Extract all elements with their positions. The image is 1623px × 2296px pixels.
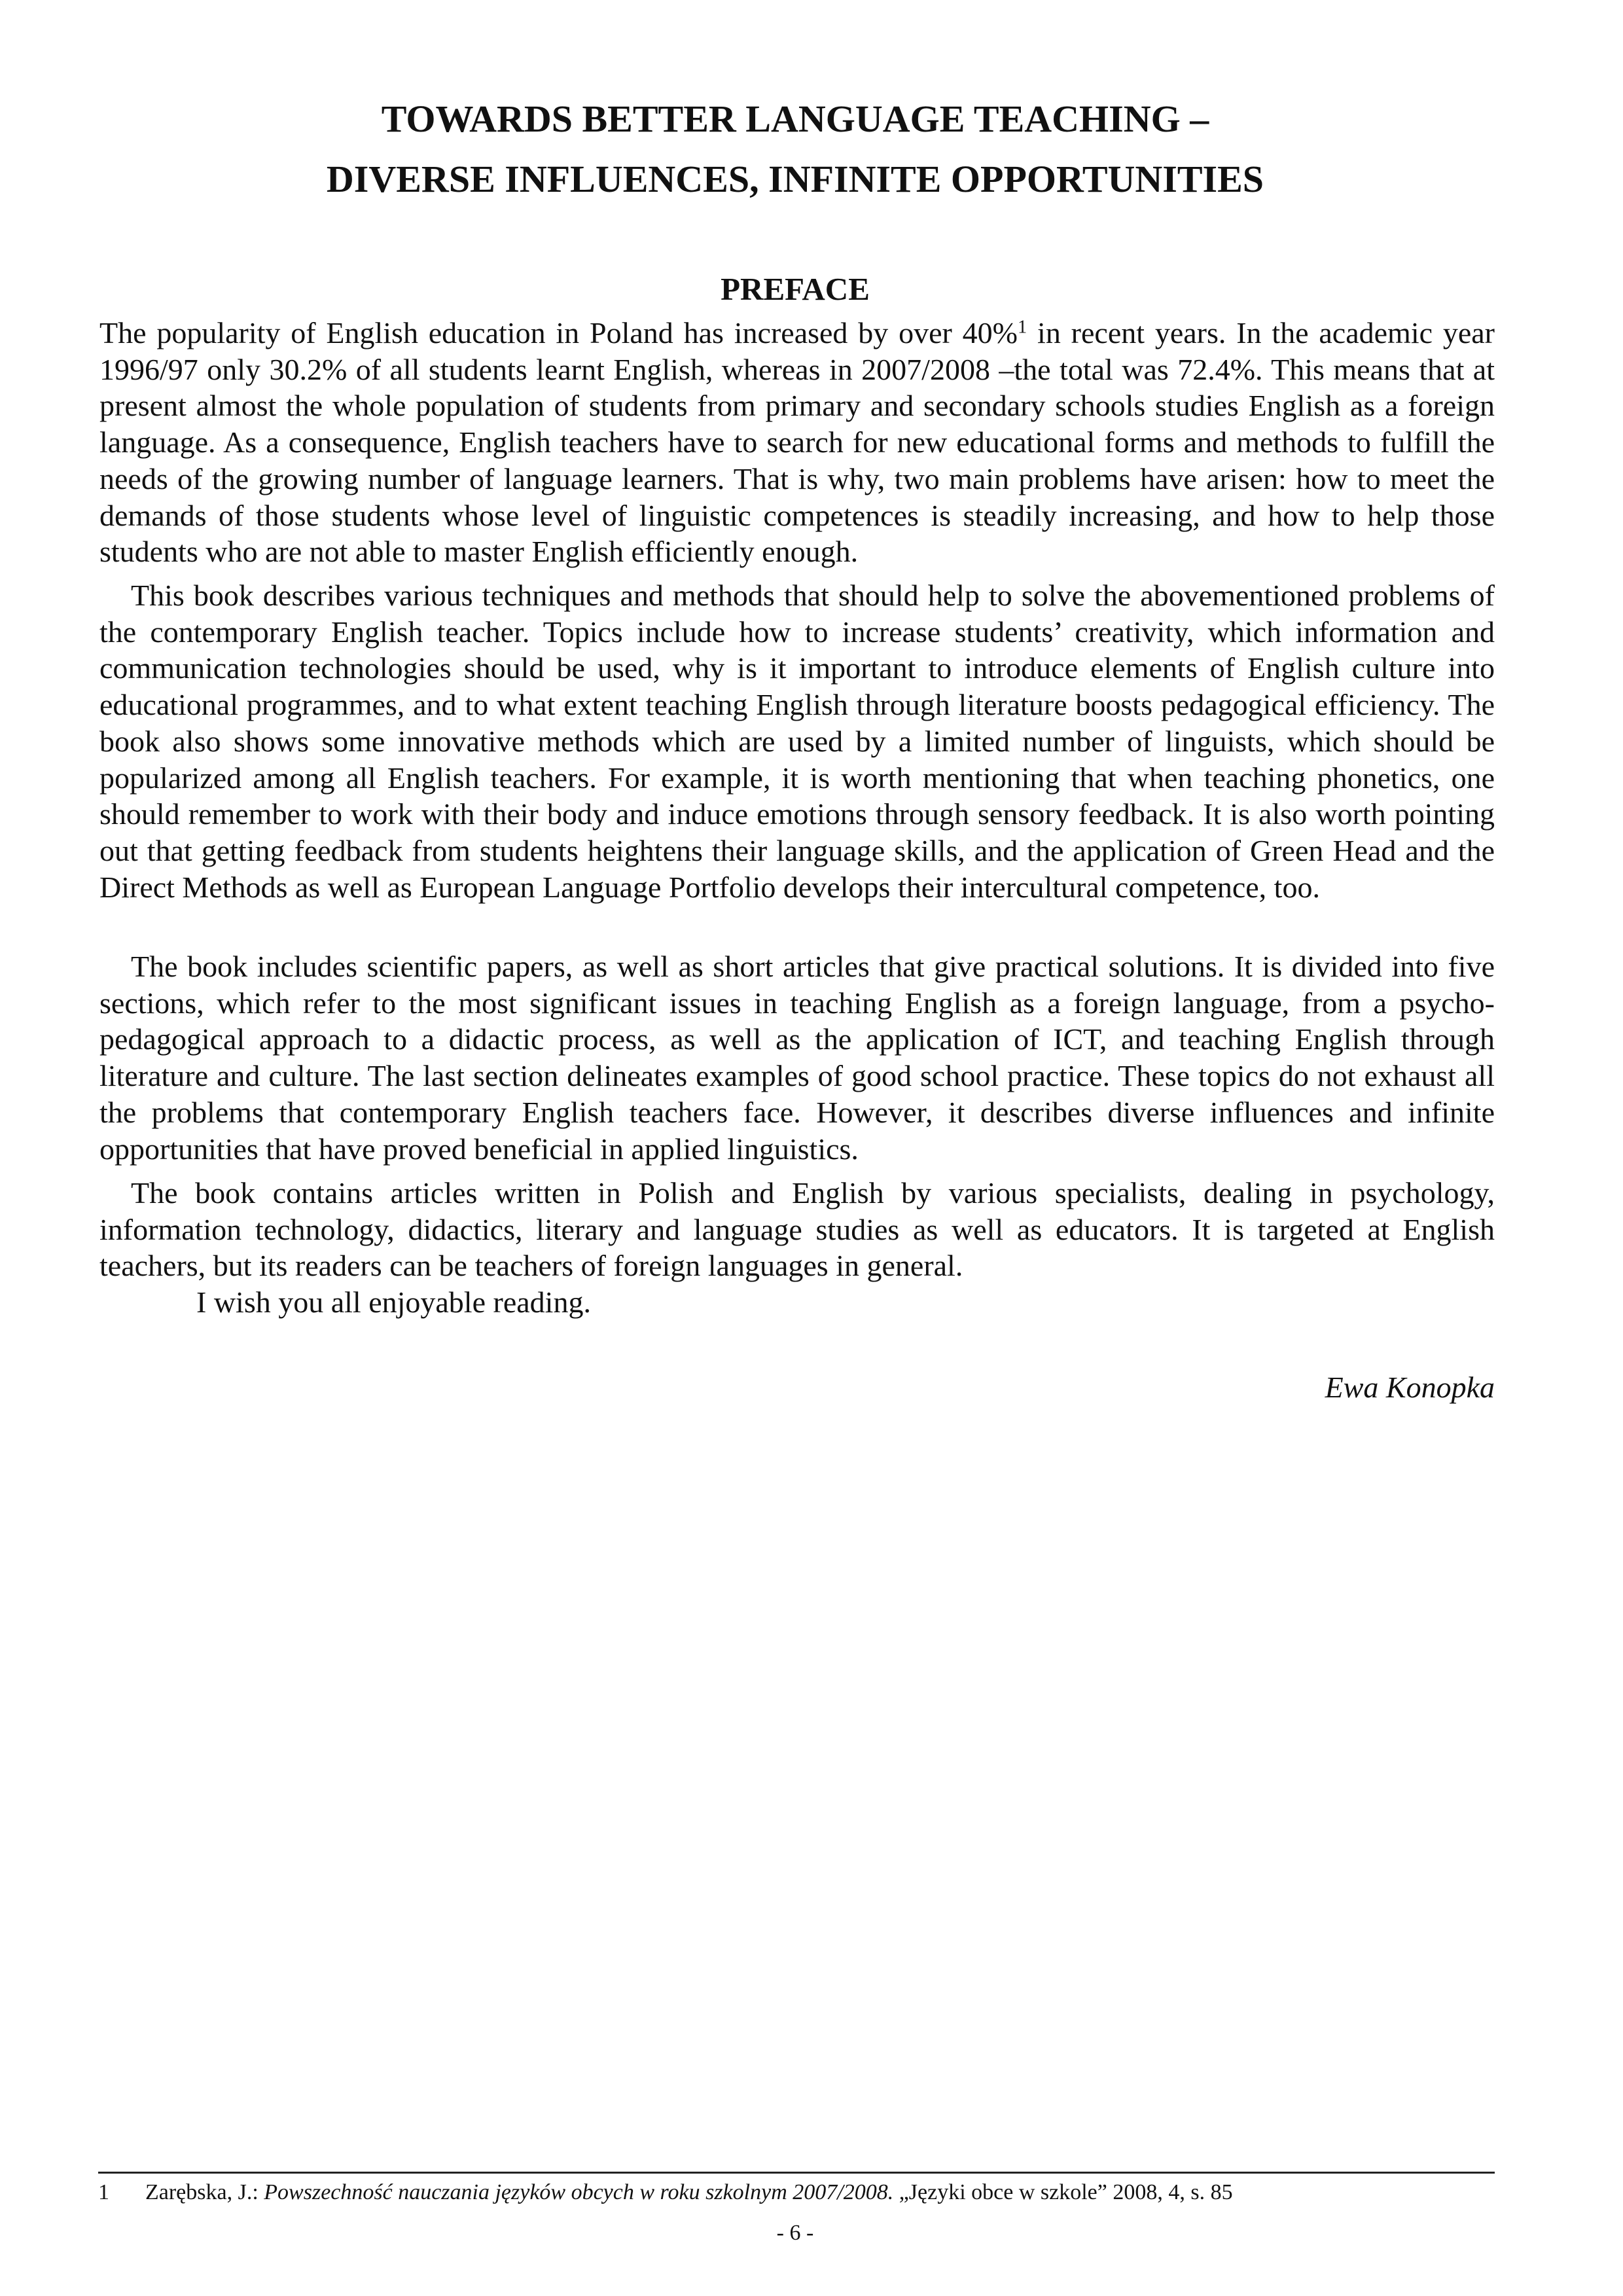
footnote-author: Zarębska, J.: [145, 2180, 264, 2204]
footnote [98, 2173, 1495, 2212]
footnote-reference[interactable]: 1 [1017, 317, 1027, 338]
page-number: - 6 - [776, 2221, 814, 2245]
preface-heading: PREFACE [721, 271, 870, 307]
footnote-source: „Języki obce w szkole” 2008, 4, s. 85 [893, 2180, 1233, 2204]
title-line-1: TOWARDS BETTER LANGUAGE TEACHING – [381, 98, 1209, 140]
closing-line: I wish you all enjoyable reading. [196, 1285, 591, 1319]
title-line-2: DIVERSE INFLUENCES, INFINITE OPPORTUNITIES [326, 158, 1264, 200]
author-signature: Ewa Konopka [1325, 1371, 1495, 1404]
preface-paragraph-1 [99, 315, 1495, 570]
footnote-work-title: Powszechność nauczania języków obcych w roku szkolnym 2007/2008. [264, 2180, 894, 2204]
preface-paragraph-4: The book contains articles written in Polish and English by various specialists, dealing in psychology, information technology, didactics, literary and language studies as well as educators. It is targeted at English teachers, but its readers can be teachers of foreign languages in general. [99, 1176, 1495, 1283]
paragraph-1-text-end: in recent years. In the academic year 1996/97 only 30.2% of all students learnt English, whereas in 2007/2008 –the total was 72.4%. This means that at present almost the whole population of students from primary and secondary schools studies English as a foreign language. As a consequence, English teachers have to search for new educational forms and methods to fulfill the needs of the growing number of language learners. That is why, two main problems have arisen: how to meet the demands of those students whose level of linguistic competences is steadily increasing, and how to help those students who are not able to master English efficiently enough. [99, 316, 1495, 569]
footnote-number: 1 [98, 2180, 109, 2204]
preface-paragraph-3: The book includes scientific papers, as well as short articles that give practical solutions. It is divided into five sections, which refer to the most significant issues in teaching English as a foreign language, from a psycho-pedagogical approach to a didactic process, as well as the application of ICT, and teaching English through literature and culture. The last section delineates examples of good school practice. These topics do not exhaust all the problems that contemporary English teachers face. However, it describes diverse influences and infinite opportunities that have proved beneficial in applied linguistics. [99, 950, 1495, 1166]
paragraph-1-text-start: The popularity of English education in Poland has increased by over 40% [99, 316, 1018, 350]
preface-paragraph-2: This book describes various techniques and methods that should help to solve the abovementioned problems of the contemporary English teacher. Topics include how to increase students’ creativity, which information and communication technologies should be used, why is it important to introduce elements of English culture into educational programmes, and to what extent teaching English through literature boosts pedagogical efficiency. The book also shows some innovative methods which are used by a limited number of linguists, which should be popularized among all English teachers. For example, it is worth mentioning that when teaching phonetics, one should remember to work with their body and induce emotions through sensory feedback. It is also worth pointing out that getting feedback from students heightens their language skills, and the application of Green Head and the Direct Methods as well as European Language Portfolio develops their intercultural competence, too. [99, 579, 1495, 904]
